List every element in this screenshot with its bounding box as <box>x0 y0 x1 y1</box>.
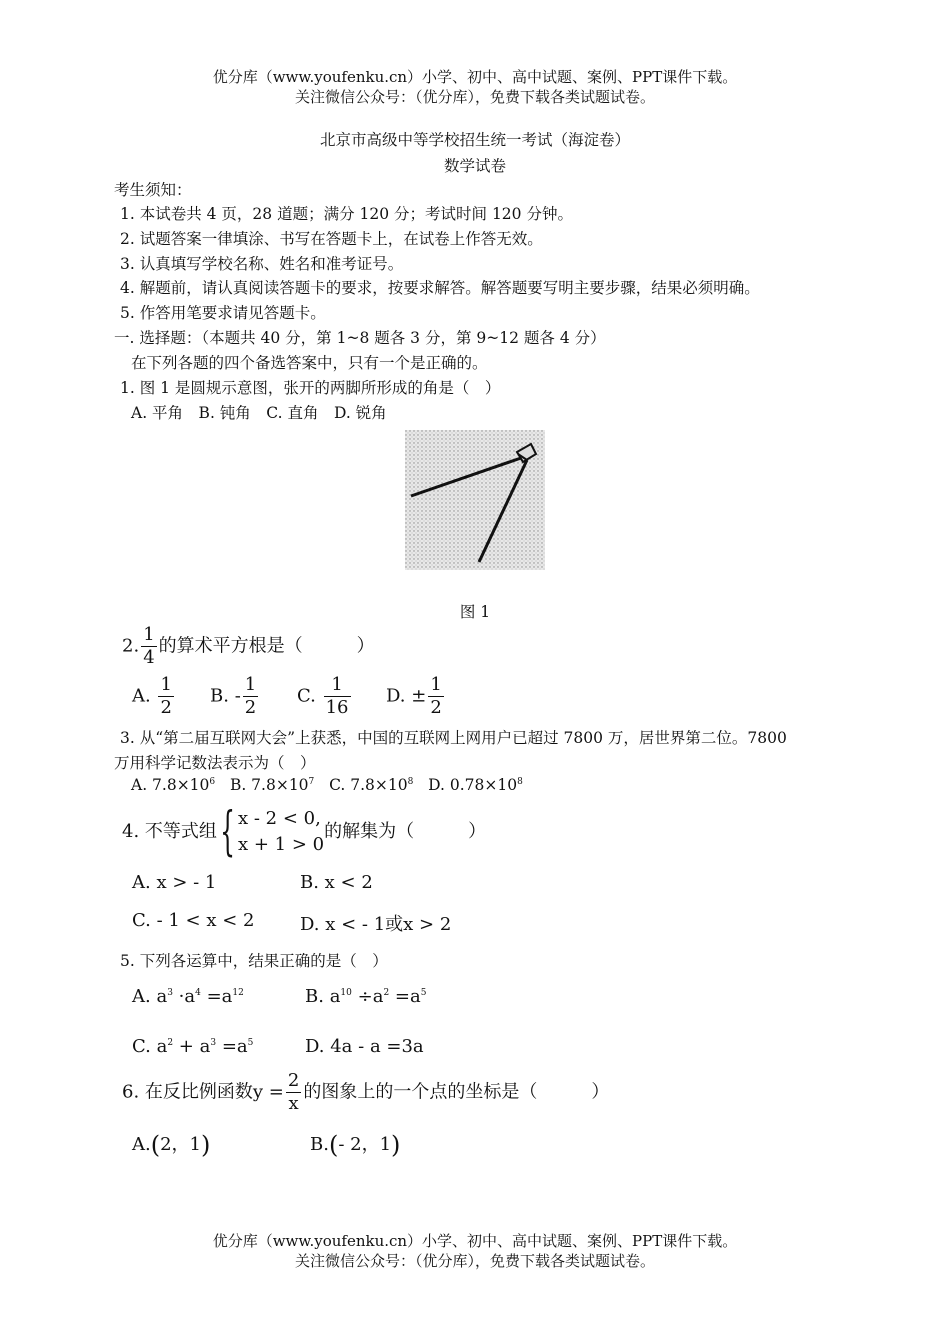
q6-option-b: B.(- 2，1) <box>310 1131 401 1159</box>
q5-option-c: C. $a^2 + a^3 =a^5$ <box>132 1036 254 1057</box>
q4-system <box>238 806 324 858</box>
notice-item-1: 1. 本试卷共 4 页，28 道题；满分 120 分；考试时间 120 分钟。 <box>120 205 573 223</box>
q3-option-b: B. $7.8\times 10^7$ <box>229 776 315 794</box>
section-heading: 一. 选择题：（本题共 40 分，第 1~8 题各 3 分，第 9~12 题各 4 分） <box>114 329 606 347</box>
q2-c-label: C. <box>297 685 316 707</box>
exam-subtitle: 数学试卷 <box>443 157 506 175</box>
q2-option-d <box>386 676 446 717</box>
q1-options: A. 平角 B. 钝角 C. 直角 D. 锐角 <box>131 404 387 422</box>
q4-option-a: A. x > - 1 <box>132 872 217 893</box>
notice-item-3: 3. 认真填写学校名称、姓名和准考证号。 <box>120 255 404 273</box>
q3-line-2: 万用科学记数法表示为（ ） <box>114 754 316 772</box>
q2-a-label: A. <box>132 685 151 707</box>
footer-line-2: 关注微信公众号：（优分库），免费下载各类试题试卷。 <box>294 1252 655 1270</box>
q3-options <box>131 776 523 794</box>
q3-option-d: D. $0.78\times 10^8$ <box>428 776 523 794</box>
q2-b-sign: - <box>234 685 241 707</box>
q2-fraction <box>141 626 156 667</box>
q2-frac-den: 4 <box>143 647 155 668</box>
q2-d-fraction <box>428 676 443 717</box>
q2-option-b <box>210 676 260 717</box>
q2-b-num: 1 <box>244 674 257 695</box>
q2-d-den: 2 <box>430 697 442 718</box>
q6-frac-num: 2 <box>287 1070 300 1091</box>
q4-option-c: C. - 1 < x < 2 <box>132 910 255 931</box>
q2-a-num: 1 <box>160 674 172 695</box>
q2-a-den: 2 <box>160 697 172 718</box>
q2-b-den: 2 <box>244 697 257 718</box>
q2-a-fraction <box>158 676 173 717</box>
q4-option-d: D. x < - 1或x > 2 <box>300 914 452 935</box>
q3-option-c: C. $7.8\times 10^8$ <box>329 776 414 794</box>
q2-d-num: 1 <box>430 674 442 695</box>
section-intro: 在下列各题的四个备选答案中，只有一个是正确的。 <box>131 354 488 372</box>
q6-stem: 的图象上的一个点的坐标是（ ） <box>303 1081 610 1103</box>
q2-b-fraction <box>243 676 258 717</box>
q4-row-1: x - 2 < 0, <box>238 808 321 829</box>
q6-fraction <box>286 1072 301 1113</box>
q5-option-d: D. 4a - a =3a <box>305 1036 424 1057</box>
footer-line-1: 优分库（www.youfenku.cn）小学、初中、高中试题、案例、PPT课件下载。 <box>212 1232 738 1250</box>
q2-c-den: 16 <box>325 697 349 718</box>
q3-option-a: A. $7.8\times 10^6$ <box>131 776 216 794</box>
q5-option-b: B. $a^{10} \div a^2 =a^5$ <box>305 986 427 1007</box>
figure-caption: 图 1 <box>459 603 491 621</box>
q6-option-a: A.(2，1) <box>132 1131 211 1159</box>
notice-item-5: 5. 作答用笔要求请见答题卡。 <box>120 304 326 322</box>
q2-stem: 的算术平方根是（ ） <box>158 635 375 657</box>
q4-stem-row <box>122 802 487 863</box>
q2-option-a <box>132 676 176 717</box>
q2-d-sign: ± <box>411 685 427 707</box>
q2-b-label: B. <box>210 685 229 707</box>
q4-option-b: B. x < 2 <box>300 872 373 893</box>
q5-stem: 5. 下列各运算中，结果正确的是（ ） <box>120 952 388 970</box>
q6-stem-row <box>122 1072 609 1113</box>
header-line-2: 关注微信公众号：（优分库），免费下载各类试题试卷。 <box>294 88 655 106</box>
notice-item-4: 4. 解题前，请认真阅读答题卡的要求，按要求解答。解答题要写明主要步骤，结果必须明确。 <box>120 279 760 297</box>
q2-c-num: 1 <box>324 676 351 697</box>
notice-heading: 考生须知： <box>114 181 192 199</box>
q2-frac-num: 1 <box>143 624 155 645</box>
q1-stem: 1. 图 1 是圆规示意图，张开的两脚所形成的角是（ ） <box>120 379 501 397</box>
left-brace-icon: { <box>220 802 235 863</box>
q4-row-2: x + 1 > 0 <box>238 834 325 856</box>
q2-stem-row <box>122 626 375 667</box>
q4-prefix: 4. 不等式组 <box>122 821 217 843</box>
compass-figure <box>405 430 545 570</box>
q3-line-1: 3. 从“第二届互联网大会”上获悉，中国的互联网上网用户已超过 7800 万，居世界第二位。7800 <box>120 729 787 747</box>
q2-number: 2. <box>122 635 140 657</box>
q6-frac-den: x <box>288 1093 299 1114</box>
q2-c-fraction <box>324 676 351 717</box>
exam-title: 北京市高级中等学校招生统一考试（海淀卷） <box>319 131 630 149</box>
q2-d-label: D. <box>386 685 406 707</box>
q2-option-c <box>297 676 353 717</box>
notice-item-2: 2. 试题答案一律填涂、书写在答题卡上，在试卷上作答无效。 <box>120 230 543 248</box>
q6-prefix: 6. 在反比例函数y = <box>122 1081 284 1103</box>
q5-option-a: A. $a^3 \cdot a^4 =a^{12}$ <box>132 986 244 1007</box>
q4-stem: 的解集为（ ） <box>324 821 487 843</box>
header-line-1: 优分库（www.youfenku.cn）小学、初中、高中试题、案例、PPT课件下载。 <box>212 68 738 86</box>
